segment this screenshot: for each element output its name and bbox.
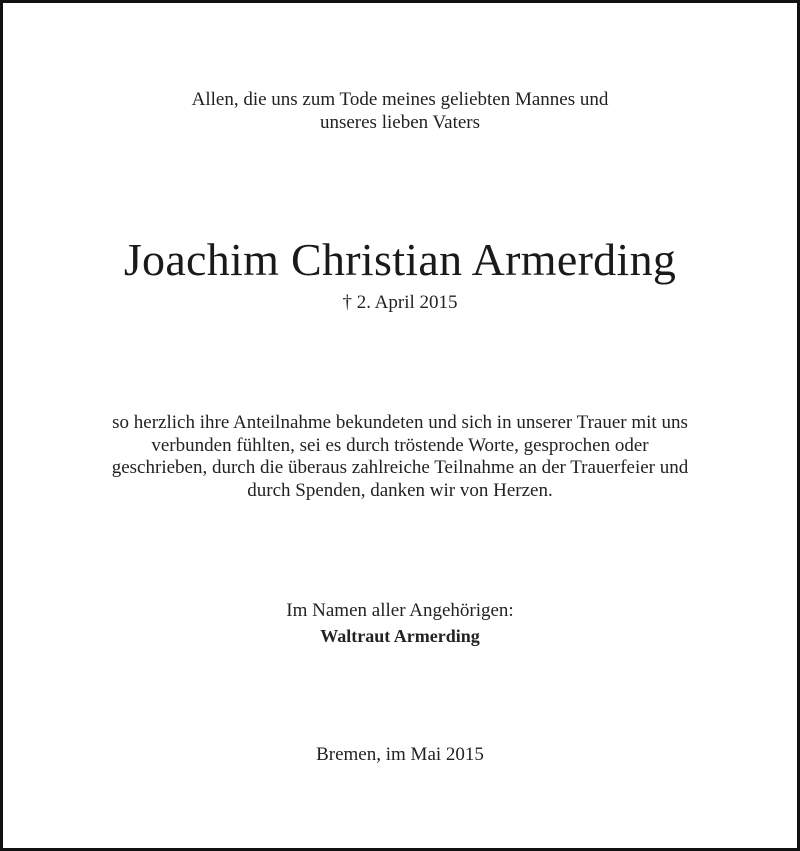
intro-line: unseres lieben Vaters xyxy=(319,112,481,133)
place-date: Bremen, im Mai 2015 xyxy=(316,744,484,765)
body-line: verbunden fühlten, sei es durch tröstende Worte, gesprochen oder xyxy=(151,434,649,456)
deceased-name: Joachim Christian Armerding xyxy=(123,234,677,285)
intro-text xyxy=(40,88,760,134)
closing-label: Im Namen aller Angehörigen: xyxy=(286,600,514,621)
body-line: so herzlich ihre Anteilnahme bekundeten und sich in unserer Trauer mit uns xyxy=(112,412,688,433)
death-date: † 2. April 2015 xyxy=(342,292,458,313)
intro-line: Allen, die uns zum Tode meines geliebten Mannes und xyxy=(191,89,609,110)
thanks-paragraph xyxy=(40,412,760,502)
body-line: geschrieben, durch die überaus zahlreiche Teilnahme an der Trauerfeier und xyxy=(111,457,689,478)
body-line: durch Spenden, danken wir von Herzen. xyxy=(247,479,553,501)
signer-name: Waltraut Armerding xyxy=(320,626,480,646)
